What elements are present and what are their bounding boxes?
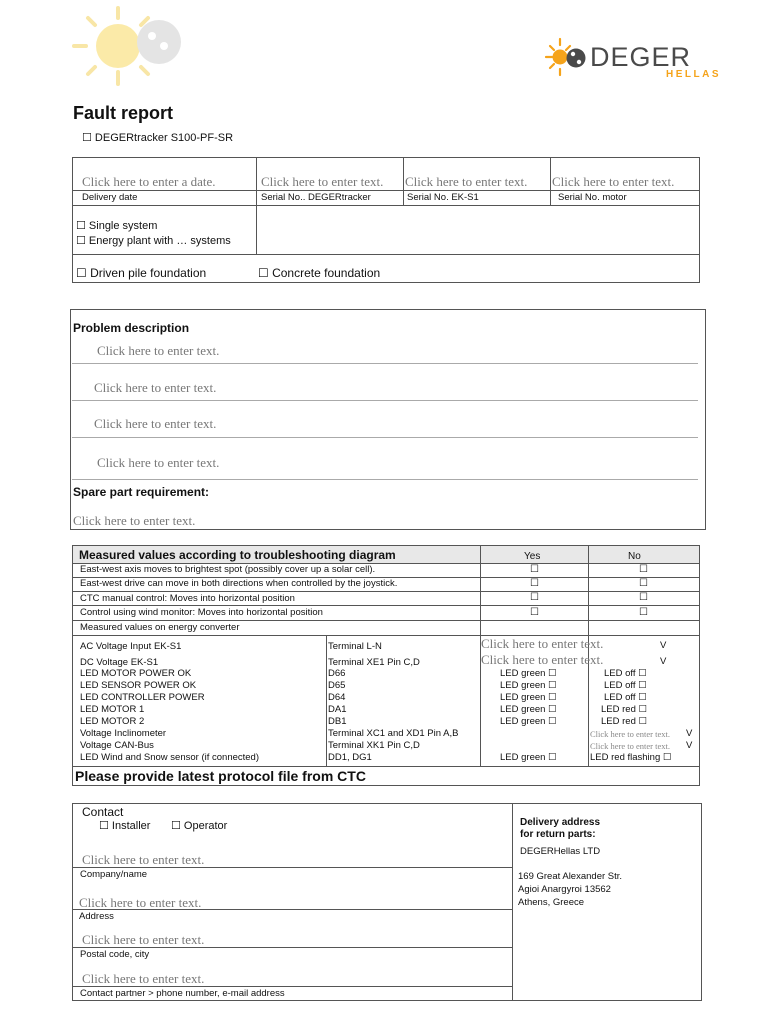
wind-row-name: LED Wind and Snow sensor (if connected) — [80, 752, 260, 763]
yes-header: Yes — [524, 551, 541, 562]
small-row-terminal: Terminal XC1 and XD1 Pin A,B — [328, 728, 459, 739]
check-yes-box[interactable]: ☐ — [530, 578, 539, 589]
led-row-terminal: D64 — [328, 692, 346, 703]
no-header: No — [628, 551, 641, 562]
energy-converter-label: Measured values on energy converter — [80, 622, 240, 633]
wind-no-option[interactable]: LED red flashing ☐ — [590, 752, 672, 763]
address-input[interactable]: Click here to enter text. — [79, 895, 202, 910]
led-row-terminal: DB1 — [328, 716, 347, 727]
product-checkbox[interactable]: ☐ DEGERtracker S100-PF-SR — [82, 132, 234, 144]
led-yes-option[interactable]: LED green ☐ — [500, 716, 557, 727]
delivery-heading-1: Delivery address — [520, 817, 601, 828]
energy-plant-checkbox[interactable]: ☐ Energy plant with … systems — [76, 235, 231, 247]
check-yes-box[interactable]: ☐ — [530, 564, 539, 575]
problem-input-3[interactable]: Click here to enter text. — [94, 416, 217, 431]
small-row-name: Voltage Inclinometer — [80, 728, 167, 739]
voltage-row-name: AC Voltage Input EK-S1 — [80, 641, 182, 652]
led-yes-option[interactable]: LED green ☐ — [500, 692, 557, 703]
delivery-heading-2: for return parts: — [520, 829, 596, 840]
postal-input[interactable]: Click here to enter text. — [82, 932, 205, 947]
led-no-option[interactable]: LED off ☐ — [604, 692, 647, 703]
check-no-box[interactable]: ☐ — [639, 607, 648, 618]
delivery-town: Agioi Anargyroi 13562 — [518, 884, 611, 895]
problem-input-2[interactable]: Click here to enter text. — [94, 380, 217, 395]
operator-checkbox[interactable]: ☐ Operator — [171, 820, 228, 832]
led-yes-option[interactable]: LED green ☐ — [500, 680, 557, 691]
problem-heading: Problem description — [73, 321, 190, 335]
delivery-date-input[interactable]: Click here to enter a date. — [82, 174, 216, 189]
wind-row-terminal: DD1, DG1 — [328, 752, 372, 763]
inclinometer-input[interactable]: Click here to enter text. — [590, 729, 671, 739]
page-title: Fault report — [73, 103, 174, 123]
delivery-city: Athens, Greece — [518, 897, 585, 908]
check-row-label: CTC manual control: Moves into horizontal position — [80, 593, 295, 604]
postal-label: Postal code, city — [80, 949, 150, 960]
led-row-name: LED MOTOR 1 — [80, 704, 145, 715]
led-yes-option[interactable]: LED green ☐ — [500, 668, 557, 679]
concrete-foundation-checkbox[interactable]: ☐ Concrete foundation — [258, 266, 381, 280]
measured-heading: Measured values according to troubleshooting diagram — [79, 548, 396, 562]
ac-voltage-input[interactable]: Click here to enter text. — [481, 636, 604, 651]
problem-input-4[interactable]: Click here to enter text. — [97, 455, 220, 470]
serial-tracker-input[interactable]: Click here to enter text. — [261, 174, 384, 189]
check-row-label: Control using wind monitor: Moves into horizontal position — [80, 607, 323, 618]
led-row-name: LED SENSOR POWER OK — [80, 680, 197, 691]
logo-sub-text: HELLAS — [666, 69, 721, 80]
delivery-company: DEGERHellas LTD — [520, 846, 601, 857]
protocol-note: Please provide latest protocol file from CTC — [75, 768, 366, 784]
volt-unit: V — [660, 656, 667, 667]
driven-pile-checkbox[interactable]: ☐ Driven pile foundation — [76, 266, 207, 280]
contact-partner-input[interactable]: Click here to enter text. — [82, 971, 205, 986]
contact-heading: Contact — [82, 805, 124, 819]
problem-input-1[interactable]: Click here to enter text. — [97, 343, 220, 358]
led-no-option[interactable]: LED red ☐ — [601, 704, 648, 715]
deger-hellas-logo — [538, 35, 728, 83]
installer-checkbox[interactable]: ☐ Installer — [99, 820, 151, 832]
serial-motor-input[interactable]: Click here to enter text. — [552, 174, 675, 189]
led-row-terminal: D66 — [328, 668, 346, 679]
sun-logo — [60, 2, 195, 90]
led-no-option[interactable]: LED off ☐ — [604, 680, 647, 691]
check-no-box[interactable]: ☐ — [639, 592, 648, 603]
can-bus-input[interactable]: Click here to enter text. — [590, 741, 671, 751]
check-yes-box[interactable]: ☐ — [530, 592, 539, 603]
dc-voltage-input[interactable]: Click here to enter text. — [481, 652, 604, 667]
check-row-label: East-west axis moves to brightest spot (possibly cover up a solar cell). — [80, 564, 376, 575]
delivery-date-label: Delivery date — [82, 192, 138, 203]
voltage-row-name: DC Voltage EK-S1 — [80, 657, 159, 668]
serial-eks1-label: Serial No. EK-S1 — [407, 192, 479, 203]
logo-brand-text: DEGER — [590, 42, 692, 72]
led-yes-option[interactable]: LED green ☐ — [500, 704, 557, 715]
single-system-checkbox[interactable]: ☐ Single system — [76, 220, 158, 232]
spare-part-input[interactable]: Click here to enter text. — [73, 513, 196, 528]
small-row-terminal: Terminal XK1 Pin C,D — [328, 740, 420, 751]
led-no-option[interactable]: LED off ☐ — [604, 668, 647, 679]
led-row-name: LED MOTOR 2 — [80, 716, 145, 727]
spare-part-heading: Spare part requirement: — [73, 485, 210, 499]
led-row-terminal: DA1 — [328, 704, 347, 715]
voltage-row-terminal: Terminal L-N — [328, 641, 382, 652]
delivery-street: 169 Great Alexander Str. — [518, 871, 623, 882]
volt-unit: V — [686, 728, 693, 739]
led-row-terminal: D65 — [328, 680, 346, 691]
voltage-row-terminal: Terminal XE1 Pin C,D — [328, 657, 420, 668]
address-label: Address — [79, 911, 114, 922]
volt-unit: V — [660, 640, 667, 651]
small-row-name: Voltage CAN-Bus — [80, 740, 154, 751]
check-no-box[interactable]: ☐ — [639, 564, 648, 575]
check-row-label: East-west drive can move in both directions when controlled by the joystick. — [80, 578, 398, 589]
serial-tracker-label: Serial No.. DEGERtracker — [261, 192, 371, 203]
company-label: Company/name — [80, 869, 148, 880]
serial-eks1-input[interactable]: Click here to enter text. — [405, 174, 528, 189]
serial-motor-label: Serial No. motor — [558, 192, 627, 203]
led-no-option[interactable]: LED red ☐ — [601, 716, 648, 727]
led-row-name: LED MOTOR POWER OK — [80, 668, 192, 679]
check-no-box[interactable]: ☐ — [639, 578, 648, 589]
led-row-name: LED CONTROLLER POWER — [80, 692, 205, 703]
wind-yes-option[interactable]: LED green ☐ — [500, 752, 557, 763]
contact-partner-label: Contact partner > phone number, e-mail address — [80, 988, 285, 999]
volt-unit: V — [686, 740, 693, 751]
check-yes-box[interactable]: ☐ — [530, 607, 539, 618]
company-input[interactable]: Click here to enter text. — [82, 852, 205, 867]
